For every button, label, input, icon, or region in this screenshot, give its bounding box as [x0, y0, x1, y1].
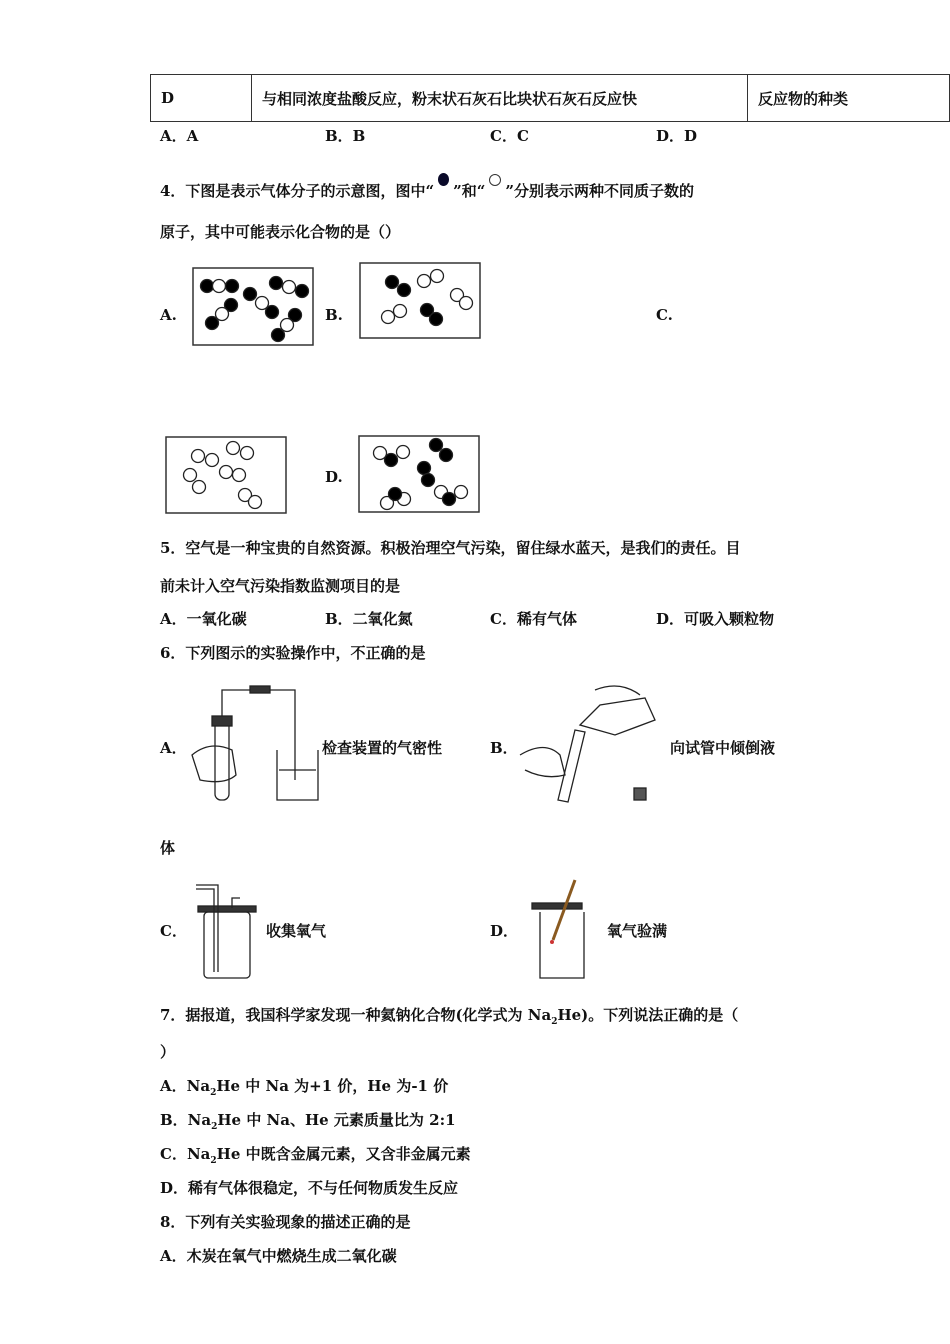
q6-label-c: C．: [160, 922, 187, 940]
white-atom: [233, 469, 246, 482]
black-atom: [206, 317, 219, 330]
opt-prefix: C．Na: [160, 1145, 211, 1163]
airtightness-check-figure: [192, 686, 318, 800]
opt-prefix: B．Na: [160, 1111, 212, 1129]
q5-option-b: B．二氧化氮: [325, 610, 413, 628]
subscript: 2: [551, 1017, 558, 1027]
white-atom: [455, 486, 468, 499]
apparatus-illustrations: [0, 680, 950, 990]
q4-label-d: D.: [325, 468, 343, 486]
q7-stem: [160, 1006, 738, 1031]
white-atom: [394, 305, 407, 318]
q7-stem-close: ）: [160, 1043, 176, 1061]
q7-stem-a: 7．据报道，我国科学家发现一种氦钠化合物(化学式为 Na: [160, 1006, 552, 1024]
white-atom: [227, 442, 240, 455]
black-atom: [296, 285, 309, 298]
black-atom: [385, 454, 398, 467]
table-cell-factor: 反应物的种类: [748, 75, 950, 122]
white-atom: [397, 446, 410, 459]
black-atom: [398, 284, 411, 297]
q5-option-d: D．可吸入颗粒物: [656, 610, 775, 628]
q8-stem: 8．下列有关实验现象的描述正确的是: [160, 1213, 411, 1231]
black-atom: [422, 474, 435, 487]
q6-label-b: B．: [490, 739, 518, 757]
q7-option-a: [160, 1077, 448, 1102]
pour-liquid-figure: [520, 686, 655, 802]
black-atom: [389, 488, 402, 501]
q5-option-a: A．一氧化碳: [160, 610, 247, 628]
molecule-diagrams: [0, 0, 950, 540]
q4-label-c: C.: [656, 306, 673, 324]
q6-text-c: 收集氧气: [266, 922, 327, 940]
white-atom: [241, 447, 254, 460]
q4-label-a: A.: [160, 306, 177, 324]
q6-label-d: D．: [490, 922, 519, 940]
molecule-box-a: [193, 268, 313, 345]
white-atom: [192, 450, 205, 463]
q4-stem-b: ”和“: [453, 182, 486, 200]
q7-option-d: D．稀有气体很稳定，不与任何物质发生反应: [160, 1179, 459, 1197]
white-atom: [184, 469, 197, 482]
q4-label-b: B.: [325, 306, 343, 324]
opt-suffix: He 中 Na 为+1 价，He 为-1 价: [216, 1077, 449, 1095]
q3-option-c: C．C: [490, 127, 529, 145]
q4-stem-line2: 原子，其中可能表示化合物的是（）: [160, 223, 401, 241]
white-atom: [283, 281, 296, 294]
q3-option-a: A．A: [160, 127, 199, 145]
q6-label-a: A．: [160, 739, 187, 757]
subscript: 2: [211, 1122, 218, 1132]
black-atom: [266, 306, 279, 319]
q6-stem: 6．下列图示的实验操作中，不正确的是: [160, 644, 426, 662]
q3-option-b: B．B: [325, 127, 366, 145]
subscript: 2: [210, 1156, 217, 1166]
q7-stem-b: He)。下列说法正确的是（: [557, 1006, 739, 1024]
black-atom: [226, 280, 239, 293]
white-atom: [418, 275, 431, 288]
black-atom: [430, 439, 443, 452]
q8-option-a: A．木炭在氧气中燃烧生成二氧化碳: [160, 1247, 397, 1265]
opt-suffix: He 中既含金属元素，又含非金属元素: [216, 1145, 471, 1163]
table-cell-phenomenon: 与相同浓度盐酸反应，粉末状石灰石比块状石灰石反应快: [252, 75, 748, 122]
q6-text-a: 检查装置的气密性: [322, 739, 443, 757]
black-atom: [270, 277, 283, 290]
black-atom: [272, 329, 285, 342]
opt-suffix: He 中 Na、He 元素质量比为 2:1: [217, 1111, 456, 1129]
black-atom: [418, 462, 431, 475]
q4-stem-a: 4．下图是表示气体分子的示意图，图中“: [160, 182, 435, 200]
black-atom: [244, 288, 257, 301]
q6-text-b-cont: 体: [160, 839, 176, 857]
q5-option-c: C．稀有气体: [490, 610, 577, 628]
white-atom: [213, 280, 226, 293]
q5-line1: 5．空气是一种宝贵的自然资源。积极治理空气污染，留住绿水蓝天，是我们的责任。目: [160, 539, 741, 557]
q7-option-b: [160, 1111, 456, 1136]
q3-option-d: D．D: [656, 127, 698, 145]
q6-text-d: 氧气验满: [607, 922, 668, 940]
white-atom: [220, 466, 233, 479]
black-atom: [440, 449, 453, 462]
black-atom: [386, 276, 399, 289]
white-atom: [249, 496, 262, 509]
white-atom: [382, 311, 395, 324]
white-atom: [193, 481, 206, 494]
black-atom: [430, 313, 443, 326]
subscript: 2: [210, 1088, 217, 1098]
q7-option-c: [160, 1145, 471, 1170]
oxygen-full-test-figure: [532, 880, 584, 978]
black-atom: [443, 493, 456, 506]
white-atom: [206, 454, 219, 467]
collect-oxygen-figure: [196, 885, 256, 978]
white-atom: [460, 297, 473, 310]
opt-prefix: A．Na: [160, 1077, 211, 1095]
q4-stem-c: ”分别表示两种不同质子数的: [505, 182, 694, 200]
white-atom: [431, 270, 444, 283]
black-atom: [201, 280, 214, 293]
table-cell-key: D: [151, 75, 252, 122]
q6-text-b: 向试管中倾倒液: [670, 739, 776, 757]
q5-line2: 前未计入空气污染指数监测项目的是: [160, 577, 401, 595]
